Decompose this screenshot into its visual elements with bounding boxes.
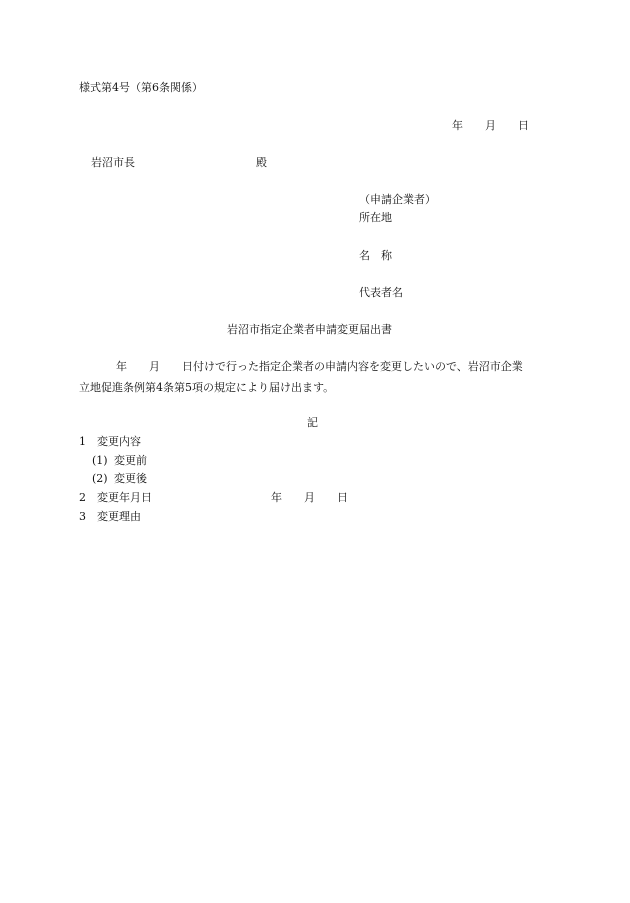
item-1-number: 1 [79,435,86,448]
document-title: 岩沼市指定企業者申請変更届出書 [227,323,392,336]
sub-item-2-label: 変更後 [114,472,147,485]
ki-heading: 記 [307,416,318,429]
item-2-number: 2 [79,491,86,504]
sub-item-1-label: 変更前 [114,454,147,467]
item-1-label: 変更内容 [97,435,141,448]
body-paragraph [79,356,523,398]
sub-item-1-number: (1) [92,454,108,467]
item-2-label: 変更年月日 [97,491,152,504]
name-label: 名 称 [359,249,392,262]
sub-item-2-number: (2) [92,472,108,485]
form-number: 様式第4号（第6条関係） [79,81,203,94]
applicant-heading: （申請企業者） [359,193,436,206]
item-3-number: 3 [79,510,86,523]
body-line-1: 年 月 日付けで行った指定企業者の申請内容を変更したいので、岩沼市企業 [116,360,523,373]
item-3-label: 変更理由 [97,510,141,523]
address-label: 所在地 [359,211,392,224]
representative-label: 代表者名 [359,286,403,299]
addressee-honorific: 殿 [256,156,267,169]
body-line-2: 立地促進条例第4条第5項の規定により届け出ます。 [79,381,335,394]
addressee-title: 岩沼市長 [91,156,135,169]
submission-date: 年 月 日 [452,119,529,132]
item-2-date: 年 月 日 [271,491,348,504]
